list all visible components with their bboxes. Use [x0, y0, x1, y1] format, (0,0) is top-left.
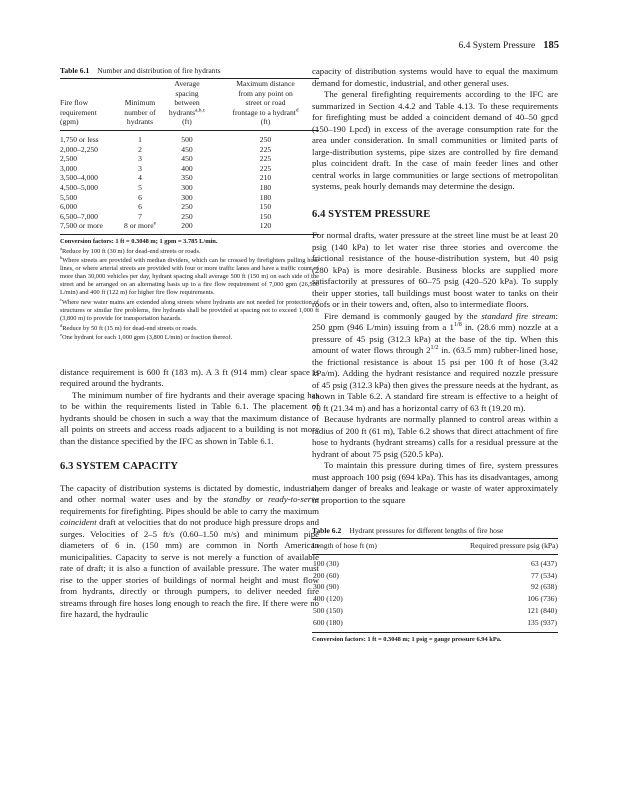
cell-dist: 225: [259, 154, 272, 164]
cell-spacing: 300: [181, 182, 193, 192]
col-header: (gpm): [60, 117, 79, 127]
cell-flow: 3,000: [60, 163, 78, 173]
text-run: requirements for firefighting. Pipes should be able to carry the maximum: [60, 505, 319, 516]
cell-min: 7: [138, 211, 142, 221]
cell-pressure: 63 (437): [531, 558, 557, 568]
col-header: from any point on: [238, 88, 293, 98]
text-run: The capacity of distribution systems is dictated by domestic, industrial, and other normal water uses and by the: [60, 482, 319, 505]
cell-dist: 150: [259, 211, 272, 221]
table-6-1: [60, 79, 319, 235]
text-run-italic: coincident: [60, 517, 97, 528]
col-header: requirement: [60, 107, 97, 117]
col-header-length: Length of hose ft (m): [312, 541, 377, 550]
left-body-text: [60, 367, 319, 621]
col-header: Maximum distance: [236, 79, 295, 88]
cell-min: 6: [138, 192, 142, 202]
text-run: or: [250, 494, 269, 505]
footnote-marker: d: [295, 107, 299, 114]
footnote: [60, 254, 319, 297]
cell-spacing: 450: [181, 144, 193, 154]
table-row: [312, 554, 558, 569]
paragraph: The minimum number of fire hydrants and their average spacing has to be within the requirements listed in Table 6.1. The placement of hydrants should be chosen in such a way that the maximum distance of all points on streets and access roads adjacent to a building is not more than the distance specified by the IFC as shown in Table 6.1.: [60, 389, 319, 446]
cell-pressure: 77 (534): [531, 570, 557, 580]
cell-dist: 225: [259, 144, 272, 154]
text-run-italic: standby: [223, 494, 251, 505]
col-header: hydrants: [126, 117, 154, 127]
cell-spacing: 450: [181, 154, 193, 164]
cell-min: 6: [138, 202, 142, 212]
cell-pressure: 121 (840): [527, 605, 557, 615]
text-run: : 250 gpm (946 L/min) issuing from a 1: [312, 310, 558, 332]
cell-dist: 180: [259, 192, 272, 202]
text-run-italic: standard fire stream: [481, 310, 556, 321]
table-row: [312, 605, 558, 617]
table-6-1-caption: [60, 66, 319, 75]
footnote: [60, 245, 319, 256]
cell-min: [118, 221, 162, 234]
col-header: [162, 108, 212, 118]
cell-length: 300 (90): [313, 582, 339, 592]
col-header: number of: [124, 107, 156, 117]
table-6-2-title: Hydrant pressures for different lengths of fire hose: [349, 526, 504, 535]
col-header: (ft): [260, 117, 271, 127]
table-row: [60, 221, 319, 234]
footnote: [60, 296, 319, 323]
paragraph: Because hydrants are normally planned to control areas within a radius of 200 ft (61 m), Table 6.2 shows that direct attachment of fire hose to hydrants (hydrant streams) calls for a residual pressure at the hydrant of about 75 psig (520.5 kPa).: [312, 414, 558, 459]
table-row: [312, 581, 558, 593]
cell-dist: 120: [259, 221, 272, 231]
paragraph: The general firefighting requirements according to the IFC are summarized in Section 4.4.2 and Table 4.13. To these requirements for firefighting must be added a coincident demand of 40–50 gpcd (150–190 Lpcd) in excess of the average consumption rate for the area under consideration. In small communities or limited parts of large-distribution systems, pipe sizes are controlled by fire demand plus coincident draft. In the case of main feeder lines and other central works in large communities or large sections of metropolitan systems, peak hourly demands may determine the design.: [312, 89, 558, 191]
col-header: Average: [174, 79, 200, 88]
running-head: [458, 40, 559, 51]
table-row: [60, 145, 319, 155]
cell-min: 3: [138, 154, 142, 164]
col-header: [118, 89, 162, 99]
col-header: Minimum: [124, 98, 156, 108]
cell-dist: 150: [259, 202, 272, 212]
paragraph: [60, 483, 319, 621]
footnote-marker: a: [60, 245, 62, 251]
table-row: [60, 202, 319, 212]
cell-flow: 3,500–4,000: [60, 173, 98, 183]
cell-flow: 2,000–2,250: [60, 144, 98, 154]
table-6-2-block: [312, 526, 558, 643]
col-header: [212, 108, 319, 118]
fraction: 1/2: [430, 345, 439, 352]
footnote-text: Where streets are provided with median dividers, which can be crossed by firefighters pulling hose lines, or where arterial streets are provided with four or more traffic lanes and have a traffic count of more than 30,000 vehicles per day, hydrant spacing shall average 500 ft (150 m) on each side of the street and be arranged on an alternating basis up to a fire flow requirement of 7,000 gpm (26,500 L/min) and 400 ft (122 m) for higher fire flow requirements.: [60, 257, 319, 297]
right-body-text: [312, 66, 558, 506]
cell-flow: 7,500 or more: [60, 221, 103, 231]
page-number: 185: [543, 40, 559, 51]
cell-flow: 6,000: [60, 202, 78, 212]
table-6-2-conversion: Conversion factors: 1 ft = 0.3048 m; 1 psig = gauge pressure 6.94 kPa.: [312, 635, 502, 643]
footnote-marker: c: [60, 296, 62, 302]
cell-flow: 5,500: [60, 192, 78, 202]
paragraph: capacity of distribution systems would have to equal the maximum demand for domestic, industrial, and other general uses.: [312, 66, 558, 88]
table-row: [60, 164, 319, 174]
cell-min: 3: [138, 163, 142, 173]
paragraph: For normal drafts, water pressure at the street line must be at least 20 psig (140 kPa) to let water rise three stories and overcome the frictional resistance of the house-distribution system, but 40 psig (280 kPa) is more desirable. Business blocks are supplied more satisfactorily at pressures of 60–75 psig (420–520 kPa). To supply their upper stories, tall buildings must boost water to tanks on their roofs or in their towers and, often, also to intermediate floors.: [312, 230, 558, 309]
fraction: 1/8: [453, 322, 462, 329]
table-6-2-label: Table 6.2: [312, 526, 342, 535]
cell-pressure: 92 (638): [531, 582, 557, 592]
col-header-text: frontage to a hydrant: [232, 107, 296, 117]
paragraph: To maintain this pressure during times of fire, system pressures must approach 100 psig (694 kPa). This has its disadvantages, among them danger of breaks and leakage or waste of water approximately in proportion to the square: [312, 460, 558, 505]
table-header-row: [60, 108, 319, 118]
footnote-marker: a,b,c: [195, 107, 206, 114]
footnote-marker: d: [60, 322, 63, 328]
cell-pressure: 106 (736): [527, 594, 557, 604]
cell-dist: 210: [259, 173, 272, 183]
text-run: draft at velocities that do not produce high pressure drops and surges. Velocities of 2–5 ft/s (0.60–1.50 m/s) and minimum pipe diameters of 6 in. (150 mm) are common in North American municipalities. Capacity to serve is not merely a function of available rate of draft; it is also a function of available pressure. The water must rise to the upper stories of buildings of normal height and must flow from hydrants, directly or through pumpers, to deliver needed fire streams through fire hoses long enough to reach the fire. If there were no fire hazard, the hydraulic: [60, 517, 319, 620]
cell-min-text: 8 or more: [124, 221, 154, 231]
cell-dist: 180: [259, 182, 272, 192]
col-header: Fire flow: [60, 98, 89, 108]
footnote: [60, 322, 319, 333]
table-header-row: [60, 98, 319, 108]
section-heading-6-3: 6.3 SYSTEM CAPACITY: [60, 461, 179, 473]
table-6-1-footnotes: [60, 238, 319, 343]
table-row: [60, 212, 319, 222]
col-header: between: [174, 98, 200, 108]
table-6-1-title: Number and distribution of fire hydrants: [97, 66, 221, 75]
cell-spacing: 250: [181, 211, 193, 221]
table-header-row: [312, 539, 558, 555]
col-header: [60, 89, 118, 99]
cell-dist: 250: [259, 134, 272, 144]
cell-spacing: 350: [181, 173, 193, 183]
paragraph: distance requirement is 600 ft (183 m). A 3 ft (914 mm) clear space is required around the hydrants.: [60, 366, 319, 389]
footnote: [60, 334, 319, 342]
table-row: [60, 193, 319, 203]
table-row: [312, 570, 558, 582]
cell-spacing: 250: [181, 202, 193, 212]
cell-min: 4: [138, 173, 142, 183]
col-header: street or road: [245, 98, 286, 108]
cell-dist: 225: [259, 163, 272, 173]
table-6-2-caption: [312, 526, 558, 535]
footnote-marker: e: [60, 332, 62, 338]
footnote-text: Reduce by 100 ft (30 m) for dead-end streets or roads.: [61, 247, 201, 255]
cell-flow: 1,750 or less: [60, 134, 99, 144]
table-row: [60, 130, 319, 144]
conversion-factors: Conversion factors: 1 ft = 0.3048 m; 1 gpm = 3.785 L/min.: [60, 237, 218, 245]
cell-length: 600 (180): [313, 617, 343, 627]
section-heading-6-4: 6.4 SYSTEM PRESSURE: [312, 208, 431, 220]
table-row: [60, 173, 319, 183]
cell-flow: 6,500–7,000: [60, 211, 98, 221]
cell-spacing: 300: [181, 192, 193, 202]
cell-spacing: 500: [181, 134, 193, 144]
footnote-text: Reduce by 50 ft (15 m) for dead-end streets or roads.: [62, 324, 198, 332]
cell-flow: 4,500–5,000: [60, 182, 98, 192]
running-head-section: 6.4 System Pressure: [458, 41, 536, 51]
text-run: in. (63.5 mm) rubber-lined hose, the frictional resistance is about 15 psi per 100 ft of hose (3.42 kPa/m). Adding the hydrant resistance and required nozzle pressure of 45 psig (312.3 kPa) then gives the pressure needs at the hydrant, as shown in Table 6.2. A standard fire stream is effective to a height of 70 ft (21.34 m) and has a horizontal carry of 63 ft (19.20 m).: [312, 345, 559, 413]
col-header: (ft): [182, 117, 192, 127]
left-column: [60, 66, 319, 621]
col-header-text: hydrants: [168, 107, 196, 117]
text-run: in. (28.6 mm) nozzle at a pressure of 45 psig (312.3 kPa) at the base of the tip. When this amount of water flows through 2: [312, 322, 558, 355]
footnote-marker: e: [153, 220, 156, 227]
table-row: [60, 183, 319, 193]
paragraph: [312, 311, 558, 415]
cell-flow: 2,500: [60, 154, 78, 164]
table-row: [312, 617, 558, 632]
text-run: Fire demand is commonly gauged by the: [324, 310, 482, 321]
cell-min: 2: [138, 144, 142, 154]
cell-length: 100 (30): [313, 558, 339, 568]
table-header-row: [60, 117, 319, 130]
table-header-row: [60, 79, 319, 89]
col-header: spacing: [175, 88, 199, 98]
col-header: [60, 79, 118, 89]
cell-spacing: 400: [181, 163, 193, 173]
cell-length: 500 (150): [313, 605, 343, 615]
cell-length: 400 (120): [313, 594, 343, 604]
cell-pressure: 135 (937): [527, 617, 557, 627]
cell-min: 5: [138, 182, 142, 192]
table-6-1-label: Table 6.1: [60, 66, 90, 75]
table-6-2: [312, 538, 558, 633]
right-column: [312, 66, 558, 643]
cell-length: 200 (60): [313, 570, 339, 580]
table-row: [312, 593, 558, 605]
cell-min: 1: [138, 134, 142, 144]
footnote-text: Where new water mains are extended along streets where hydrants are not needed for protection of structures or similar fire problems, fire hydrants shall be provided at spacing not to exceed 1,000 ft (3,800 m) to provide for transportation hazards.: [60, 299, 319, 323]
table-row: [60, 154, 319, 164]
col-header: [118, 79, 162, 89]
cell-spacing: 200: [181, 221, 193, 231]
table-header-row: [60, 89, 319, 99]
col-header-pressure: Required pressure psig (kPa): [470, 541, 558, 550]
text-run-italic: ready-to-serve: [268, 494, 319, 505]
footnote-marker: b: [60, 254, 63, 260]
footnote-text: One hydrant for each 1,000 gpm (3,800 L/min) or fraction thereof.: [61, 334, 233, 342]
